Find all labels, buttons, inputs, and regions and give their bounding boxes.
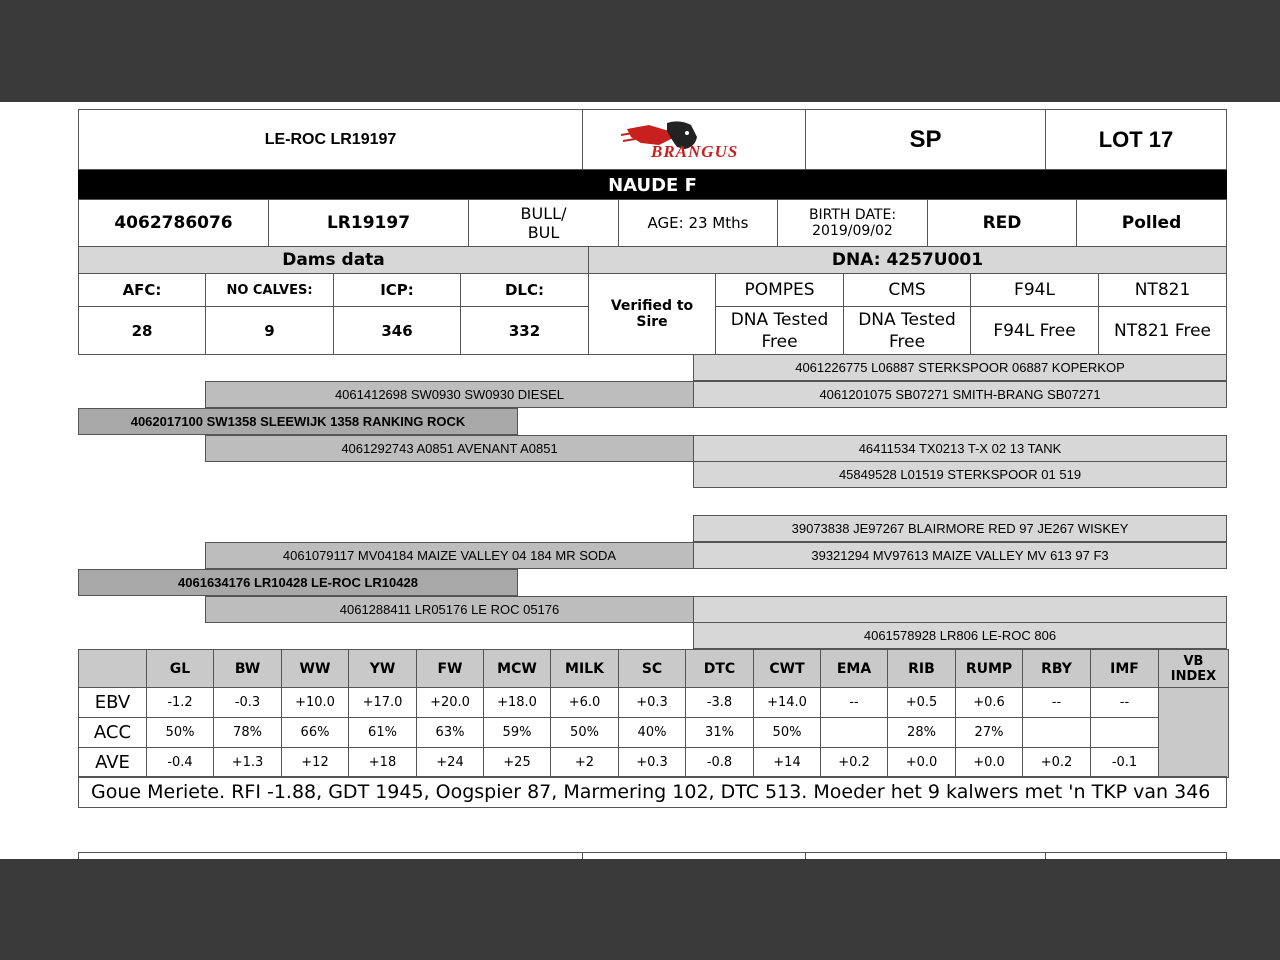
ebv-value-cell bbox=[820, 717, 888, 748]
pedigree-text: 4061079117 MV04184 MAIZE VALLEY 04 184 MR SODA bbox=[282, 548, 617, 563]
ebv-value-cell bbox=[618, 747, 686, 778]
ebv-header-cell-text: IMF bbox=[1110, 660, 1139, 677]
ebv-value-cell bbox=[1090, 717, 1159, 748]
ebv-header-cell-text: MILK bbox=[565, 660, 604, 677]
pedigree-text: 4062017100 SW1358 SLEEWIJK 1358 RANKING ROCK bbox=[130, 414, 466, 429]
ebv-value-cell-text: -0.8 bbox=[706, 755, 733, 770]
ebv-value-cell-text: 50% bbox=[772, 725, 802, 740]
ebv-value-cell-text: +0.5 bbox=[905, 695, 938, 710]
dna-title-text: DNA: 4257U001 bbox=[831, 250, 984, 270]
brangus-logo-text: BRANGUS bbox=[651, 142, 739, 161]
ebv-value-cell-text: +0.6 bbox=[973, 695, 1005, 710]
animal-name-text: LE-ROC LR19197 bbox=[264, 130, 397, 148]
ebv-header-cell bbox=[550, 649, 619, 688]
pedigree-sire-great-grandsire bbox=[693, 354, 1227, 381]
ebv-value-cell bbox=[146, 747, 214, 778]
dna-test-label-text: CMS bbox=[888, 280, 926, 300]
dams-value-afc bbox=[78, 306, 206, 355]
pedigree-sire-great-granddam bbox=[693, 381, 1227, 408]
ebv-row-label bbox=[78, 747, 147, 778]
dna-test-result-f94l bbox=[970, 306, 1099, 355]
birth-date-value: 2019/09/02 bbox=[812, 223, 893, 239]
ebv-index-header-text: VB bbox=[1183, 653, 1204, 669]
ebv-header-cell bbox=[281, 649, 349, 688]
pedigree-text: 39321294 MV97613 MAIZE VALLEY MV 613 97 F3 bbox=[811, 548, 1109, 563]
ebv-value-cell bbox=[685, 747, 754, 778]
ebv-value-cell-text: 59% bbox=[502, 725, 532, 740]
ebv-value-cell bbox=[753, 747, 821, 778]
ebv-index-header bbox=[1158, 649, 1229, 688]
pedigree-text: 4061201075 SB07271 SMITH-BRANG SB07271 bbox=[819, 387, 1101, 402]
registration-text: LR19197 bbox=[326, 213, 411, 233]
ebv-value-cell bbox=[348, 747, 417, 778]
ebv-header-cell bbox=[213, 649, 282, 688]
ebv-value-cell bbox=[887, 717, 956, 748]
color-text: RED bbox=[982, 213, 1022, 233]
dams-label-text: DLC: bbox=[504, 281, 545, 299]
pedigree-text: 45849528 L01519 STERKSPOOR 01 519 bbox=[838, 467, 1082, 482]
dna-test-result-line1: DNA Tested bbox=[730, 309, 829, 330]
ebv-value-cell-text: -- bbox=[849, 695, 859, 710]
ebv-value-cell-text: +1.3 bbox=[231, 755, 264, 770]
pedigree-dam-grandsire bbox=[205, 542, 694, 569]
ebv-value-cell-text: -0.1 bbox=[1111, 755, 1138, 770]
ebv-header-cell bbox=[483, 649, 551, 688]
ebv-value-cell-text: +0.3 bbox=[636, 755, 668, 770]
ebv-row-label bbox=[78, 717, 147, 748]
ebv-value-cell-text: +18.0 bbox=[497, 695, 537, 710]
ebv-row-label-text: AVE bbox=[95, 752, 130, 773]
dams-value-text: 346 bbox=[381, 321, 413, 340]
ebv-value-cell bbox=[483, 717, 551, 748]
lot-number-text: LOT 17 bbox=[1098, 126, 1174, 152]
ebv-value-cell bbox=[955, 717, 1023, 748]
comment bbox=[78, 776, 1227, 808]
ebv-value-cell-text: +0.2 bbox=[838, 755, 870, 770]
ebv-value-cell bbox=[753, 687, 821, 718]
ebv-header-cell bbox=[887, 649, 956, 688]
ebv-value-cell bbox=[1022, 687, 1091, 718]
pedigree-sire-gd-dam bbox=[693, 461, 1227, 488]
ebv-value-cell-text: +25 bbox=[503, 755, 531, 770]
pedigree-text: 4061412698 SW0930 SW0930 DIESEL bbox=[334, 387, 565, 402]
catalogue-page bbox=[0, 102, 1280, 859]
animal-name bbox=[78, 109, 583, 170]
dams-value-text: 332 bbox=[508, 321, 541, 340]
ebv-table bbox=[78, 649, 1227, 777]
color bbox=[927, 199, 1077, 247]
ebv-value-cell-text: +0.0 bbox=[973, 755, 1005, 770]
pedigree-dam-great-grandsire bbox=[693, 515, 1227, 542]
dams-label-text: ICP: bbox=[380, 281, 414, 299]
ebv-header-cell-text: DTC bbox=[703, 660, 736, 677]
ebv-header-cell bbox=[146, 649, 214, 688]
sex-line1: BULL/ bbox=[520, 204, 567, 223]
dams-label-dlc bbox=[460, 273, 589, 307]
next-lot-header-edge bbox=[78, 852, 1227, 859]
ebv-value-cell bbox=[213, 687, 282, 718]
ebv-value-cell-text: -- bbox=[1119, 695, 1130, 710]
pedigree-text: 46411534 TX0213 T-X 02 13 TANK bbox=[858, 441, 1062, 456]
ebv-header-cell bbox=[416, 649, 484, 688]
ebv-value-cell bbox=[483, 747, 551, 778]
ebv-value-cell bbox=[1090, 747, 1159, 778]
dna-verified bbox=[588, 273, 716, 355]
ebv-value-cell bbox=[550, 687, 619, 718]
ebv-value-cell-text: 50% bbox=[570, 725, 599, 740]
ebv-value-cell bbox=[618, 687, 686, 718]
pedigree-text: 4061292743 A0851 AVENANT A0851 bbox=[341, 441, 558, 456]
age-text: AGE: 23 Mths bbox=[647, 214, 749, 232]
ebv-header-cell bbox=[820, 649, 888, 688]
birth-date bbox=[777, 199, 928, 247]
ebv-index-value bbox=[1158, 687, 1229, 778]
dna-test-label-nt821 bbox=[1098, 273, 1227, 307]
ebv-header-cell-text: EMA bbox=[836, 660, 872, 677]
ebv-value-cell-text: +2 bbox=[574, 755, 595, 770]
dams-value-icp bbox=[333, 306, 461, 355]
dams-label-afc bbox=[78, 273, 206, 307]
ebv-value-cell-text: +14.0 bbox=[767, 695, 807, 710]
ebv-value-cell bbox=[281, 717, 349, 748]
pedigree-dam-gd-sire bbox=[693, 596, 1227, 623]
ebv-row-label bbox=[78, 687, 147, 718]
ebv-value-cell bbox=[281, 687, 349, 718]
ebv-value-cell bbox=[483, 687, 551, 718]
ebv-value-cell bbox=[820, 687, 888, 718]
ebv-header-cell-text: SC bbox=[641, 660, 663, 677]
dna-test-label-text: POMPES bbox=[744, 280, 815, 300]
ebv-header-cell bbox=[753, 649, 821, 688]
ebv-value-cell-text: +0.0 bbox=[905, 755, 938, 770]
ebv-header-cell-text: GL bbox=[169, 660, 191, 677]
ebv-value-cell bbox=[887, 687, 956, 718]
pedigree-sire-grandsire bbox=[205, 381, 694, 408]
dna-test-label-text: NT821 bbox=[1134, 280, 1191, 300]
dna-test-label-f94l bbox=[970, 273, 1099, 307]
ebv-value-cell-text: +6.0 bbox=[568, 695, 601, 710]
dams-value-text: 9 bbox=[264, 321, 275, 340]
ebv-header-cell-text: RBY bbox=[1041, 660, 1072, 677]
ebv-value-cell-text: 40% bbox=[637, 725, 667, 740]
ebv-value-cell-text: +0.2 bbox=[1040, 755, 1073, 770]
ebv-value-cell bbox=[416, 717, 484, 748]
dna-test-result-line1: DNA Tested bbox=[858, 309, 956, 330]
ebv-value-cell bbox=[685, 687, 754, 718]
dams-data-title-text: Dams data bbox=[282, 250, 385, 270]
ebv-value-cell-text: +0.3 bbox=[636, 695, 668, 710]
ebv-value-cell bbox=[820, 747, 888, 778]
pedigree-dam-great-granddam bbox=[693, 542, 1227, 569]
dna-test-label-pompes bbox=[715, 273, 844, 307]
dna-test-result-pompes bbox=[715, 306, 844, 355]
ebv-value-cell-text: 27% bbox=[974, 725, 1004, 740]
ebv-value-cell-text: -1.2 bbox=[167, 695, 193, 710]
ebv-value-cell-text: 63% bbox=[435, 725, 465, 740]
dna-test-label-text: F94L bbox=[1014, 280, 1055, 300]
dna-verified-line2: Sire bbox=[636, 314, 668, 330]
ebv-header-cell bbox=[618, 649, 686, 688]
registration bbox=[268, 199, 469, 247]
ebv-value-cell-text: +20.0 bbox=[430, 695, 470, 710]
ebv-header-cell-text: WW bbox=[299, 660, 331, 677]
brangus-logo bbox=[582, 109, 806, 170]
dams-data-title bbox=[78, 246, 589, 274]
dams-label-icp bbox=[333, 273, 461, 307]
pedigree-text: 4061226775 L06887 STERKSPOOR 06887 KOPERKOP bbox=[795, 360, 1125, 375]
dna-test-result-line2: Free bbox=[761, 331, 798, 352]
ebv-header-cell-text: YW bbox=[369, 660, 396, 677]
dna-verified-line1: Verified to bbox=[610, 298, 694, 314]
ebv-header-cell-text: RIB bbox=[908, 660, 935, 677]
ebv-header-cell bbox=[955, 649, 1023, 688]
dna-test-label-cms bbox=[843, 273, 971, 307]
dna-title bbox=[588, 246, 1227, 274]
ebv-header-cell bbox=[1090, 649, 1159, 688]
grade bbox=[805, 109, 1046, 170]
horn-status bbox=[1076, 199, 1227, 247]
ebv-value-cell bbox=[416, 747, 484, 778]
dams-value-text: 28 bbox=[131, 321, 153, 340]
ebv-value-cell-text: -0.3 bbox=[234, 695, 261, 710]
ebv-value-cell bbox=[146, 687, 214, 718]
ebv-value-cell bbox=[618, 717, 686, 748]
pedigree-dam-gd-dam bbox=[693, 622, 1227, 649]
dna-test-result-line1: F94L Free bbox=[993, 320, 1076, 341]
breeder-name: NAUDE F bbox=[608, 174, 697, 196]
ebv-value-cell-text: +24 bbox=[436, 755, 464, 770]
ebv-value-cell bbox=[955, 747, 1023, 778]
ebv-header-cell-text: RUMP bbox=[965, 660, 1013, 677]
ebv-value-cell-text: +10.0 bbox=[295, 695, 335, 710]
dams-label-no-calves bbox=[205, 273, 334, 307]
ebv-value-cell bbox=[1022, 747, 1091, 778]
ebv-value-cell-text: -0.4 bbox=[167, 755, 193, 770]
ebv-index-header-text: INDEX bbox=[1170, 668, 1217, 684]
breeder-bar bbox=[78, 170, 1227, 200]
ebv-value-cell bbox=[281, 747, 349, 778]
pedigree-text: 4061634176 LR10428 LE-ROC LR10428 bbox=[178, 575, 418, 590]
ebv-value-cell-text: +17.0 bbox=[362, 695, 403, 710]
dna-test-result-line1: NT821 Free bbox=[1113, 320, 1212, 341]
ebv-value-cell bbox=[348, 687, 417, 718]
ebv-value-cell bbox=[1022, 717, 1091, 748]
ebv-header-cell-text: FW bbox=[437, 660, 463, 677]
ebv-row-label-text: ACC bbox=[93, 722, 132, 743]
ebv-value-cell bbox=[213, 747, 282, 778]
horn-status-text: Polled bbox=[1121, 213, 1182, 233]
ebv-value-cell-text: +18 bbox=[368, 755, 397, 770]
ebv-value-cell bbox=[213, 717, 282, 748]
pedigree-sire-gd-sire bbox=[693, 435, 1227, 462]
ebv-value-cell bbox=[348, 717, 417, 748]
ebv-header-cell bbox=[1022, 649, 1091, 688]
ebv-value-cell bbox=[416, 687, 484, 718]
dna-test-result-line2: Free bbox=[888, 331, 926, 352]
ebv-value-cell-text: +12 bbox=[301, 755, 329, 770]
birth-date-label: BIRTH DATE: bbox=[808, 207, 897, 223]
dams-label-text: AFC: bbox=[122, 281, 162, 299]
sex bbox=[468, 199, 619, 247]
grade-text: SP bbox=[909, 125, 942, 153]
ebv-value-cell bbox=[955, 687, 1023, 718]
ebv-header-cell-text: CWT bbox=[769, 660, 805, 677]
ebv-value-cell-text: +14 bbox=[773, 755, 801, 770]
comment-text: Goue Meriete. RFI -1.88, GDT 1945, Oogspier 87, Marmering 102, DTC 513. Moeder het 9 kalwers met 'n TKP van 346 bbox=[91, 781, 1211, 803]
dams-label-text: NO CALVES: bbox=[226, 282, 313, 298]
ebv-row-label-text: EBV bbox=[94, 692, 131, 713]
dna-test-result-nt821 bbox=[1098, 306, 1227, 355]
ebv-header-corner bbox=[78, 649, 147, 688]
ebv-value-cell-text: 28% bbox=[907, 725, 936, 740]
age bbox=[618, 199, 778, 247]
ebv-value-cell bbox=[887, 747, 956, 778]
ebv-value-cell-text: 50% bbox=[165, 725, 195, 740]
sex-line2: BUL bbox=[527, 223, 560, 242]
pedigree-text: 4061578928 LR806 LE-ROC 806 bbox=[863, 628, 1057, 643]
ebv-value-cell-text: -3.8 bbox=[706, 695, 733, 710]
animal-id bbox=[78, 199, 269, 247]
pedigree-dam bbox=[78, 569, 518, 596]
dna-test-result-cms bbox=[843, 306, 971, 355]
pedigree-text: 4061288411 LR05176 LE ROC 05176 bbox=[339, 602, 560, 617]
dams-value-dlc bbox=[460, 306, 589, 355]
ebv-value-cell bbox=[753, 717, 821, 748]
ebv-value-cell bbox=[1090, 687, 1159, 718]
ebv-value-cell bbox=[146, 717, 214, 748]
ebv-value-cell-text: 31% bbox=[705, 725, 734, 740]
ebv-value-cell-text: 61% bbox=[368, 725, 397, 740]
lot-number bbox=[1045, 109, 1227, 170]
ebv-value-cell-text: -- bbox=[1051, 695, 1062, 710]
pedigree-sire-granddam bbox=[205, 435, 694, 462]
ebv-value-cell bbox=[685, 717, 754, 748]
ebv-value-cell bbox=[550, 717, 619, 748]
ebv-value-cell-text: 78% bbox=[233, 725, 262, 740]
pedigree-dam-granddam bbox=[205, 596, 694, 623]
animal-id-text: 4062786076 bbox=[114, 213, 233, 233]
ebv-header-cell-text: MCW bbox=[497, 660, 537, 677]
pedigree-text: 39073838 JE97267 BLAIRMORE RED 97 JE267 WISKEY bbox=[791, 521, 1129, 536]
dams-value-no-calves bbox=[205, 306, 334, 355]
ebv-value-cell-text: 66% bbox=[300, 725, 330, 740]
pedigree-sire bbox=[78, 408, 518, 435]
ebv-header-cell bbox=[685, 649, 754, 688]
ebv-header-cell-text: BW bbox=[234, 660, 261, 677]
ebv-header-cell bbox=[348, 649, 417, 688]
ebv-value-cell bbox=[550, 747, 619, 778]
